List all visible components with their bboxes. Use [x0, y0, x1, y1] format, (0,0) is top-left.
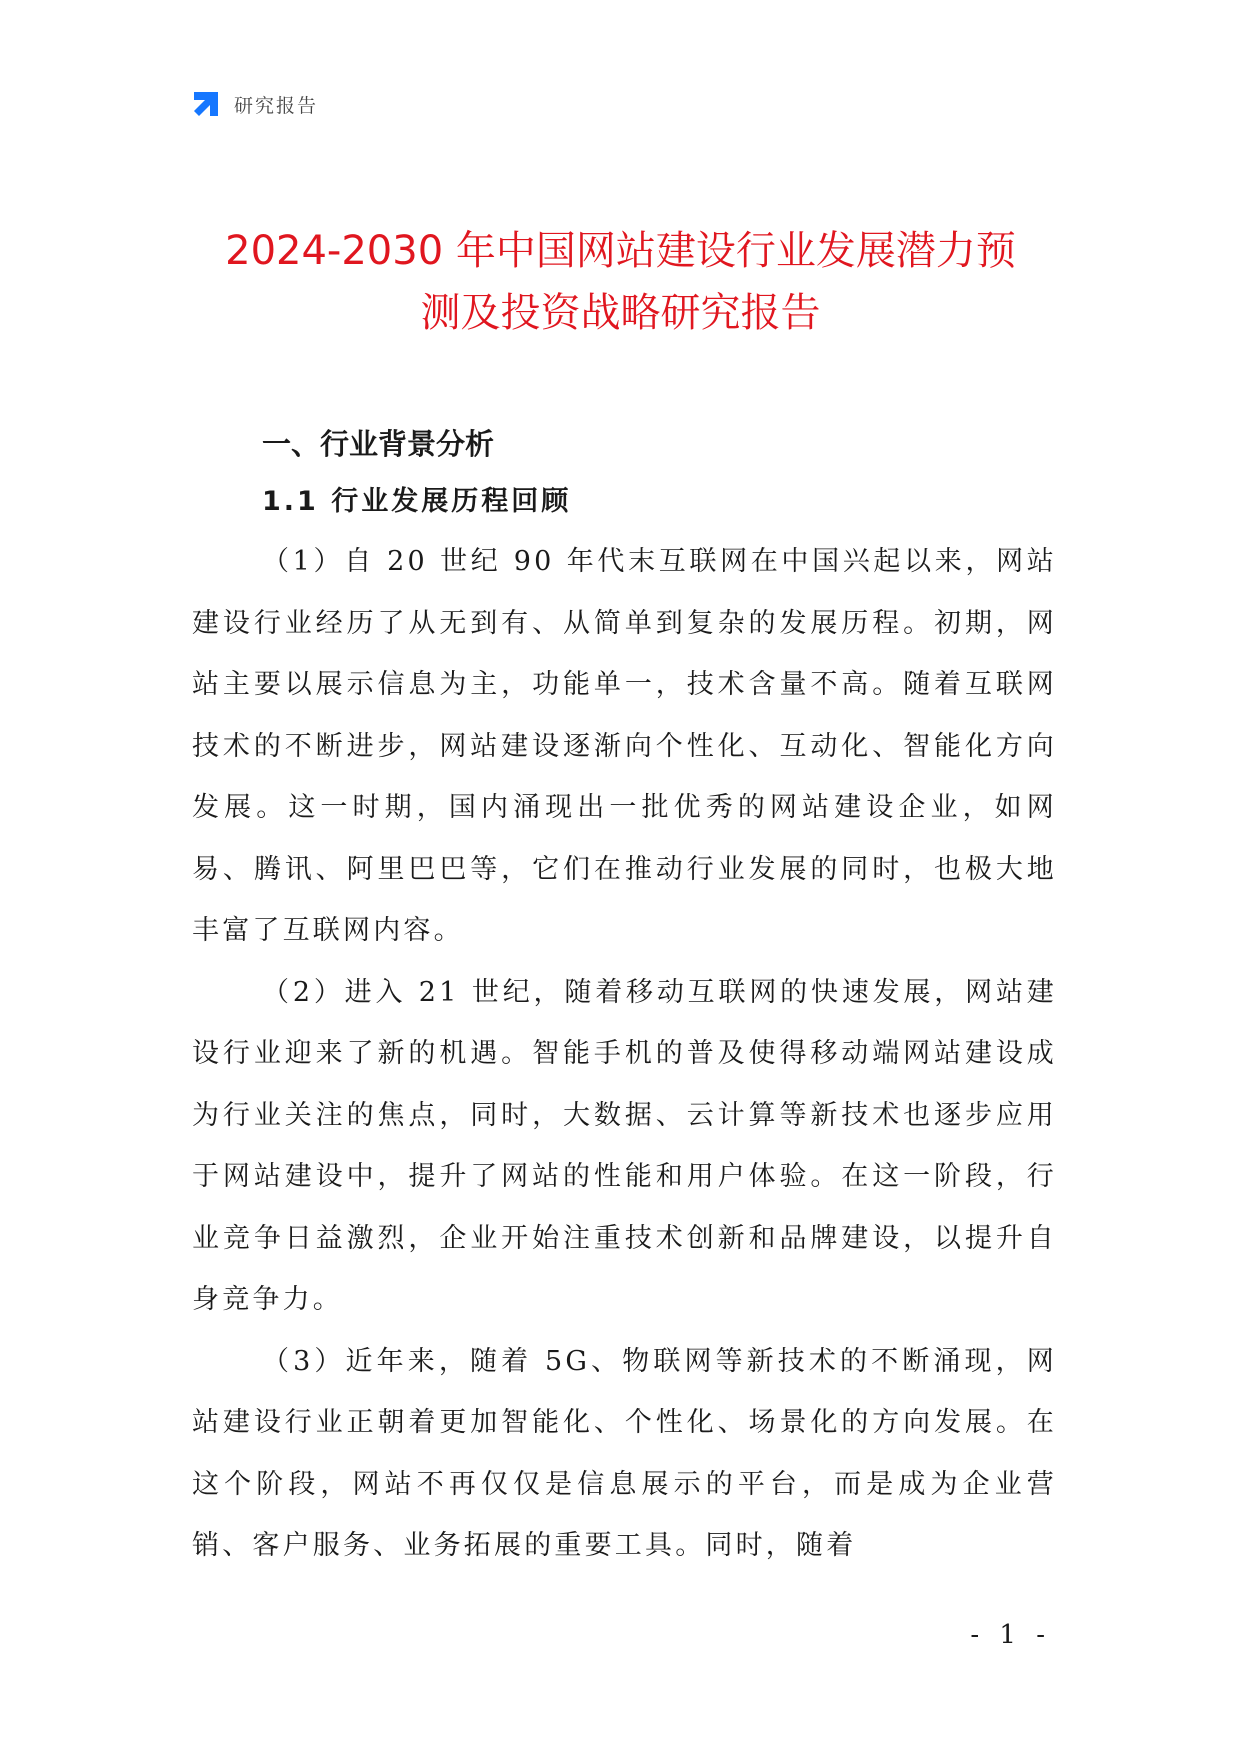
report-title-line-2: 测及投资战略研究报告 — [420, 290, 821, 336]
section-heading: 一、行业背景分析 — [262, 427, 495, 461]
report-header — [190, 88, 318, 120]
paragraph-1: （1）自 20 世纪 90 年代末互联网在中国兴起以来，网站建设行业经历了从无到有、从简单到复杂的发展历程。初期，网站主要以展示信息为主，功能单一，技术含量不高。随着互联网技术的不断进步，网站建设逐渐向个性化、互动化、智能化方向发展。这一时期，国内涌现出一批优秀的网站建设企业，如网易、腾讯、阿里巴巴等，它们在推动行业发展的同时，也极大地丰富了互联网内容。 — [192, 546, 1057, 946]
report-title-line-1: 2024-2030 年中国网站建设行业发展潜力预 — [225, 228, 1016, 274]
brand-arrow-icon — [190, 88, 222, 120]
report-title — [150, 220, 1091, 344]
paragraph-3: （3）近年来，随着 5G、物联网等新技术的不断涌现，网站建设行业正朝着更加智能化、个性化、场景化的方向发展。在这个阶段，网站不再仅仅是信息展示的平台，而是成为企业营销、客户服务、业务拓展的重要工具。同时，随着 — [192, 1345, 1057, 1561]
page-number: - 1 - — [970, 1620, 1051, 1650]
subsection-heading: 1.1 行业发展历程回顾 — [262, 486, 572, 517]
header-label: 研究报告 — [234, 94, 319, 117]
paragraph-2: （2）进入 21 世纪，随着移动互联网的快速发展，网站建设行业迎来了新的机遇。智能手机的普及使得移动端网站建设成为行业关注的焦点，同时，大数据、云计算等新技术也逐步应用于网站建设中，提升了网站的性能和用户体验。在这一阶段，行业竞争日益激烈，企业开始注重技术创新和品牌建设，以提升自身竞争力。 — [192, 976, 1057, 1315]
report-body — [192, 415, 1057, 1577]
